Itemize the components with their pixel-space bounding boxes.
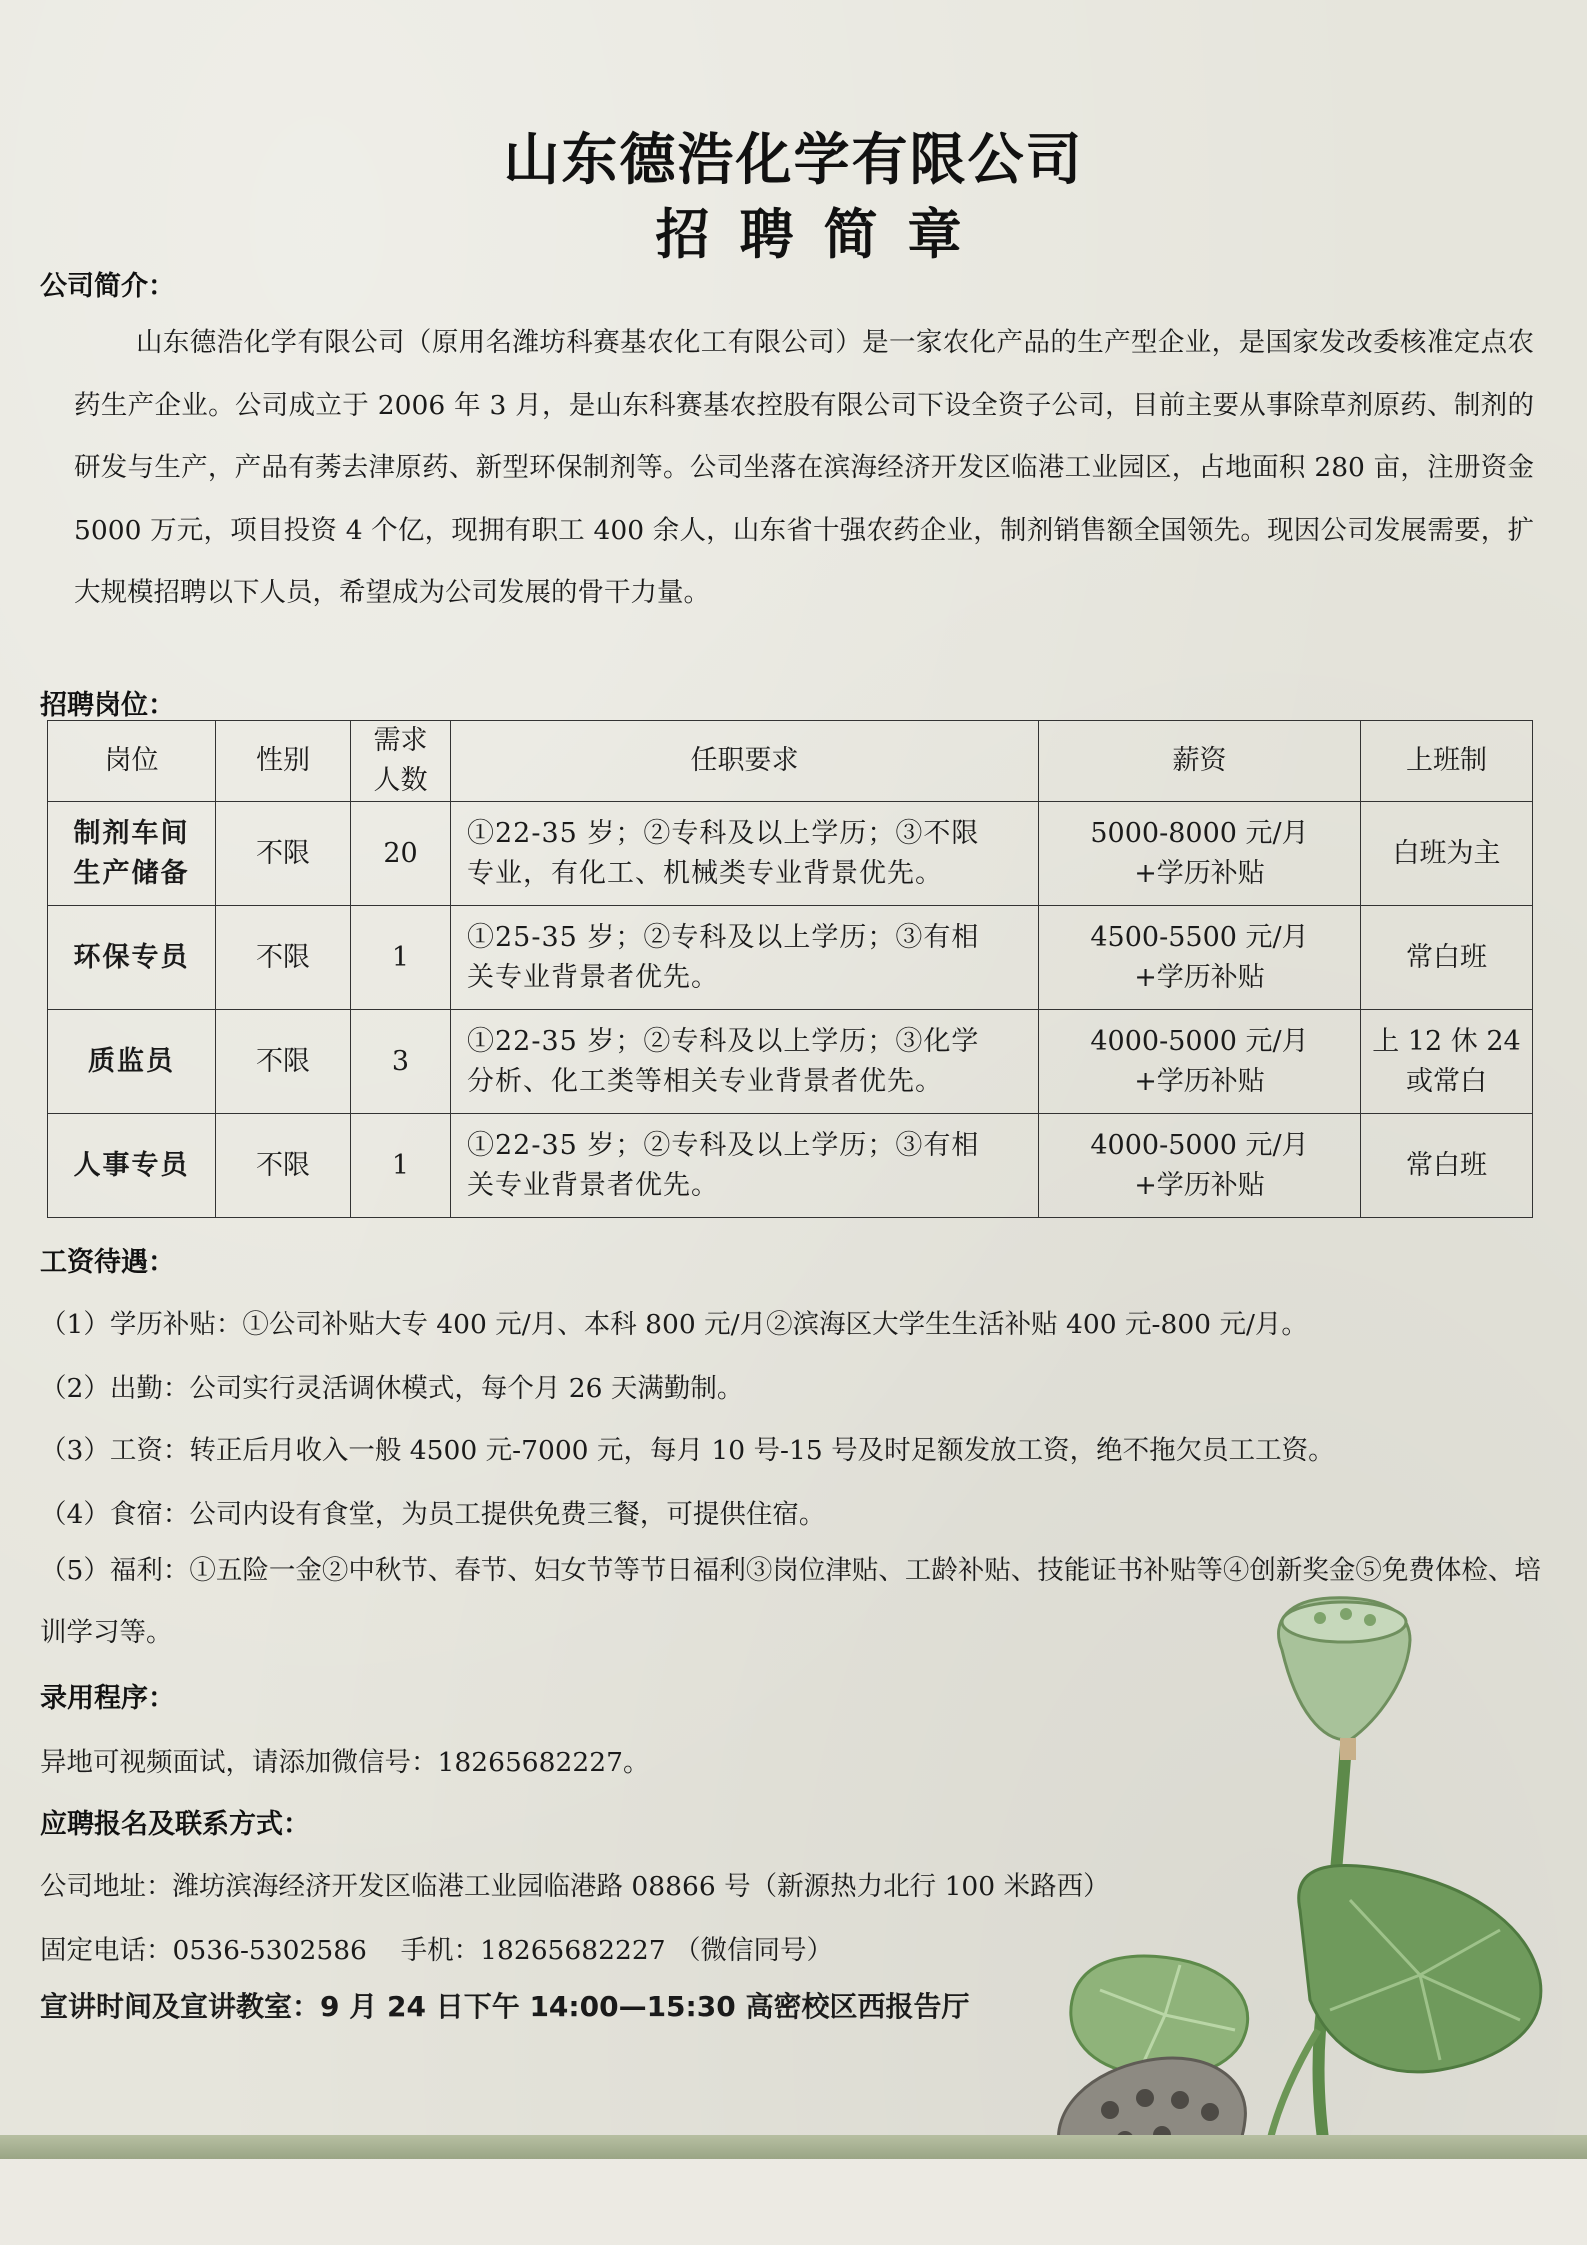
contact-address: 公司地址：潍坊滨海经济开发区临港工业园临港路 08866 号（新源热力北行 100 米路西） [40, 1871, 1110, 1902]
cell-gender: 不限 [216, 906, 351, 1010]
cell-salary: 4000-5000 元/月 +学历补贴 [1039, 1010, 1361, 1114]
cell-requirements: ①22-35 岁；②专科及以上学历；③有相 关专业背景者优先。 [451, 1114, 1039, 1218]
cell-position: 质监员 [48, 1010, 216, 1114]
positions-heading: 招聘岗位： [40, 690, 175, 721]
cell-count: 3 [351, 1010, 451, 1114]
cell-gender: 不限 [216, 802, 351, 906]
cell-requirements: ①22-35 岁；②专科及以上学历；③化学 分析、化工类等相关专业背景者优先。 [451, 1010, 1039, 1114]
benefit-item: （3）工资：转正后月收入一般 4500 元-7000 元，每月 10 号-15 号及时足额发放工资，绝不拖欠员工工资。 [40, 1435, 1335, 1466]
intro-paragraph: 山东德浩化学有限公司（原用名潍坊科赛基农化工有限公司）是一家农化产品的生产型企业，是国家发改委核准定点农药生产企业。公司成立于 2006 年 3 月，是山东科赛基农控股有限公司下设全资子公司，目前主要从事除草剂原药、制剂的研发与生产，产品有莠去津原药、新型环保制剂等。公司坐落在滨海经济开发区临港工业园区，占地面积 280 亩，注册资金 5000 万元，项目投资 4 个亿，现拥有职工 400 余人，山东省十强农药企业，制剂销售额全国领先。现因公司发展需要，扩大规模招聘以下人员，希望成为公司发展的骨干力量。 [74, 327, 1534, 608]
bottom-strip [0, 2159, 1587, 2245]
cell-count: 1 [351, 1114, 451, 1218]
benefits-heading: 工资待遇： [40, 1247, 175, 1278]
cell-gender: 不限 [216, 1114, 351, 1218]
cell-salary: 5000-8000 元/月 +学历补贴 [1039, 802, 1361, 906]
contact-phone: 固定电话：0536-5302586 手机：18265682227 （微信同号） [40, 1935, 833, 1966]
positions-table [47, 720, 1533, 1218]
benefit-item: （5）福利：①五险一金②中秋节、春节、妇女节等节日福利③岗位津贴、工龄补贴、技能证书补贴等④创新奖金⑤免费体检、培训学习等。 [40, 1555, 1541, 1648]
cell-shift: 上 12 休 24 或常白 [1361, 1010, 1533, 1114]
cell-position: 人事专员 [48, 1114, 216, 1218]
benefit-item: （2）出勤：公司实行灵活调休模式，每个月 26 天满勤制。 [40, 1373, 744, 1404]
benefit-item: （4）食宿：公司内设有食堂，为员工提供免费三餐，可提供住宿。 [40, 1499, 826, 1530]
header-salary: 薪资 [1039, 721, 1361, 802]
header-position: 岗位 [48, 721, 216, 802]
table-row [48, 906, 1533, 1010]
recruitment-subtitle: 招聘简章 [655, 203, 992, 266]
process-text: 异地可视频面试，请添加微信号：18265682227。 [40, 1747, 650, 1778]
cell-salary: 4000-5000 元/月 +学历补贴 [1039, 1114, 1361, 1218]
cell-position: 环保专员 [48, 906, 216, 1010]
header-shift: 上班制 [1361, 721, 1533, 802]
cell-salary: 4500-5500 元/月 +学历补贴 [1039, 906, 1361, 1010]
bottom-band [0, 2135, 1587, 2159]
cell-requirements: ①25-35 岁；②专科及以上学历；③有相 关专业背景者优先。 [451, 906, 1039, 1010]
cell-shift: 常白班 [1361, 1114, 1533, 1218]
table-row [48, 802, 1533, 906]
cell-gender: 不限 [216, 1010, 351, 1114]
process-heading: 录用程序： [40, 1683, 175, 1714]
table-row [48, 1114, 1533, 1218]
cell-count: 1 [351, 906, 451, 1010]
cell-requirements: ①22-35 岁；②专科及以上学历；③不限 专业，有化工、机械类专业背景优先。 [451, 802, 1039, 906]
company-title: 山东德浩化学有限公司 [503, 128, 1084, 193]
benefit-item: （1）学历补贴：①公司补贴大专 400 元/月、本科 800 元/月②滨海区大学生生活补贴 400 元-800 元/月。 [40, 1309, 1308, 1340]
header-requirements: 任职要求 [451, 721, 1039, 802]
header-count: 需求 人数 [351, 721, 451, 802]
header-gender: 性别 [216, 721, 351, 802]
cell-position: 制剂车间 生产储备 [48, 802, 216, 906]
contact-heading: 应聘报名及联系方式： [40, 1809, 310, 1840]
cell-count: 20 [351, 802, 451, 906]
table-row [48, 1010, 1533, 1114]
cell-shift: 常白班 [1361, 906, 1533, 1010]
cell-shift: 白班为主 [1361, 802, 1533, 906]
intro-heading: 公司简介： [40, 271, 175, 302]
presentation-info: 宣讲时间及宣讲教室：9 月 24 日下午 14:00—15:30 高密校区西报告厅 [40, 1990, 970, 2023]
table-header-row [48, 721, 1533, 802]
